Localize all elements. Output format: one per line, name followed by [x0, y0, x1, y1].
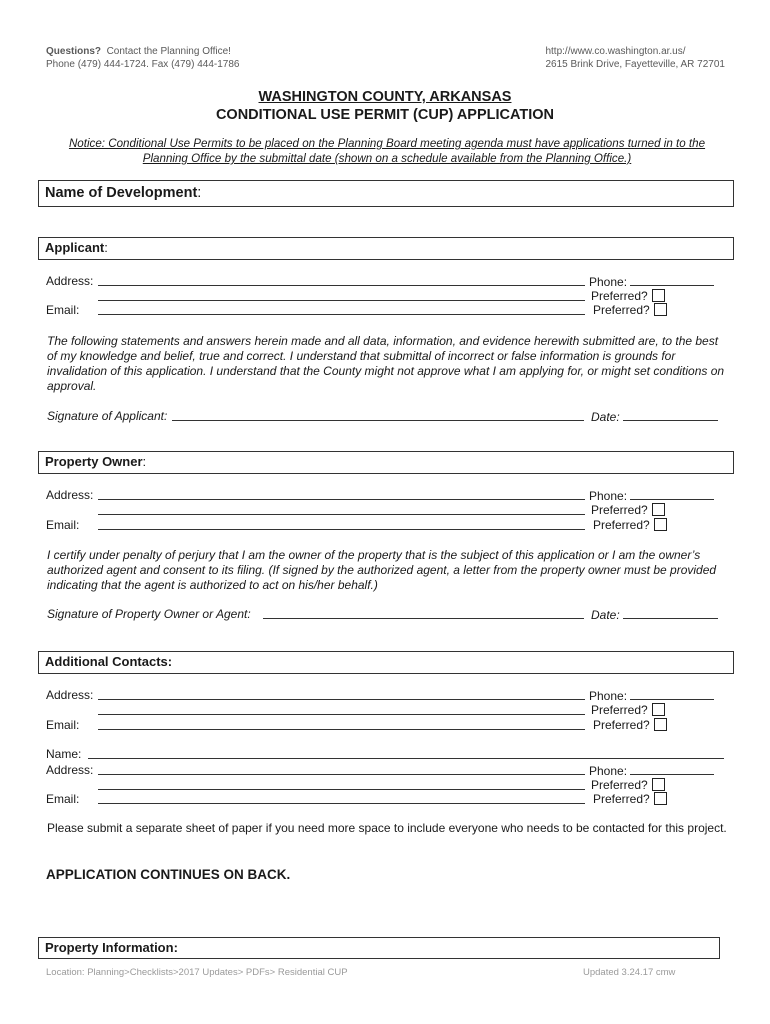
date-label: Date: — [591, 608, 620, 622]
application-title: CONDITIONAL USE PERMIT (CUP) APPLICATION — [215, 107, 555, 123]
contacts-label: Additional Contacts: — [45, 654, 173, 669]
email-preferred-checkbox[interactable] — [654, 792, 667, 805]
county-title: WASHINGTON COUNTY, ARKANSAS — [258, 89, 512, 105]
owner-address-line1[interactable] — [98, 488, 585, 500]
applicant-address-line2[interactable] — [98, 289, 585, 301]
owner-phone-row — [589, 488, 714, 504]
contact2-email-preferred — [593, 792, 667, 807]
applicant-statement: The following statements and answers herein made and all data, information, and evidence herewith submitted are, to the best of my knowledge and belief, true and correct. I understand that submittal of incorrect or false information is grounds for invalidation of this application. I understand that the County might not approve what I am applying for, or might set conditions on approval. — [47, 334, 725, 393]
notice-text: Notice: Conditional Use Permits to be placed on the Planning Board meeting agenda must have applications turned in to the Planning Office by the submittal date (shown on a schedule available from the Planning Office.) — [68, 137, 706, 165]
owner-phone-label: Phone: — [589, 489, 628, 503]
property-label: Property Information: — [45, 940, 178, 955]
development-label: Name of Development: — [45, 185, 202, 201]
contact2-email-label: Email: — [46, 792, 80, 806]
owner-label: Property Owner: — [45, 454, 147, 469]
owner-signature-label: Signature of Property Owner or Agent: — [47, 607, 251, 621]
applicant-date-row — [591, 409, 718, 424]
contact1-address-line1[interactable] — [98, 688, 585, 700]
applicant-label: Applicant: — [45, 240, 108, 255]
office-address: 2615 Brink Drive, Fayetteville, AR 72701 — [545, 59, 725, 70]
contact2-name-line[interactable] — [88, 747, 724, 759]
phone-label: Phone: — [589, 764, 628, 778]
owner-box[interactable] — [38, 451, 734, 474]
contact1-email-label: Email: — [46, 718, 80, 732]
preferred-label: Preferred? — [593, 518, 650, 532]
owner-statement: I certify under penalty of perjury that I am the owner of the property that is the subject of this application or I am the owner’s authorized agent and consent to its filing. (If signed by the authorized agent, a letter from the property owner must be provided indicating that the agent is authorized to act on his/her behalf.) — [47, 548, 717, 592]
applicant-email-label: Email: — [46, 303, 80, 317]
phone-preferred-checkbox[interactable] — [652, 289, 665, 302]
footer-updated: Updated 3.24.17 cmw — [583, 967, 676, 978]
header-contact — [46, 45, 239, 71]
email-preferred-checkbox[interactable] — [654, 718, 667, 731]
footer-location: Location: Planning>Checklists>2017 Updates> PDFs> Residential CUP — [46, 967, 348, 978]
preferred-label: Preferred? — [591, 778, 648, 792]
website-link[interactable]: http://www.co.washington.ar.us/ — [545, 46, 686, 57]
owner-date-row — [591, 607, 718, 622]
contact1-email-preferred — [593, 718, 667, 733]
phone-label: Phone: — [589, 689, 628, 703]
preferred-label: Preferred? — [591, 503, 648, 517]
owner-address-label: Address: — [46, 488, 94, 502]
applicant-date-line[interactable] — [623, 409, 718, 421]
owner-email-line[interactable] — [98, 518, 585, 530]
applicant-address-label: Address: — [46, 274, 94, 288]
preferred-label: Preferred? — [593, 792, 650, 806]
applicant-signature-label: Signature of Applicant: — [47, 409, 168, 423]
preferred-label: Preferred? — [591, 289, 648, 303]
applicant-phone-line[interactable] — [630, 274, 714, 286]
contact2-phone-line[interactable] — [630, 763, 714, 775]
contact1-phone-line[interactable] — [630, 688, 714, 700]
email-preferred-checkbox[interactable] — [654, 303, 667, 316]
applicant-phone-label: Phone: — [589, 275, 628, 289]
contact1-address-line2[interactable] — [98, 703, 585, 715]
preferred-label: Preferred? — [593, 303, 650, 317]
applicant-email-preferred — [593, 303, 667, 318]
applicant-signature-line[interactable] — [172, 409, 584, 421]
contact2-phone-row — [589, 763, 714, 779]
property-box[interactable] — [38, 937, 720, 959]
contact2-address-line2[interactable] — [98, 778, 585, 790]
continues-notice: APPLICATION CONTINUES ON BACK. — [46, 867, 291, 882]
contacts-box[interactable] — [38, 651, 734, 674]
owner-phone-line[interactable] — [630, 488, 714, 500]
applicant-phone-preferred — [591, 289, 665, 304]
owner-email-label: Email: — [46, 518, 80, 532]
contact2-address-label: Address: — [46, 763, 94, 777]
contact1-email-line[interactable] — [98, 718, 585, 730]
applicant-email-line[interactable] — [98, 303, 585, 315]
applicant-box[interactable] — [38, 237, 734, 260]
contact1-phone-preferred — [591, 703, 665, 718]
phone-preferred-checkbox[interactable] — [652, 778, 665, 791]
questions-label: Questions? — [46, 46, 102, 57]
contact2-address-line1[interactable] — [98, 763, 585, 775]
development-box[interactable] — [38, 180, 734, 207]
phone-preferred-checkbox[interactable] — [652, 503, 665, 516]
preferred-label: Preferred? — [591, 703, 648, 717]
applicant-address-line1[interactable] — [98, 274, 585, 286]
applicant-phone-row — [589, 274, 714, 290]
contact2-email-line[interactable] — [98, 792, 585, 804]
contact1-address-label: Address: — [46, 688, 94, 702]
email-preferred-checkbox[interactable] — [654, 518, 667, 531]
date-label: Date: — [591, 410, 620, 424]
owner-signature-line[interactable] — [263, 607, 584, 619]
header-address — [545, 45, 725, 71]
contact1-phone-row — [589, 688, 714, 704]
preferred-label: Preferred? — [593, 718, 650, 732]
questions-text: Contact the Planning Office! — [106, 46, 231, 57]
owner-date-line[interactable] — [623, 607, 718, 619]
phone-preferred-checkbox[interactable] — [652, 703, 665, 716]
owner-address-line2[interactable] — [98, 503, 585, 515]
contact2-phone-preferred — [591, 778, 665, 793]
owner-email-preferred — [593, 518, 667, 533]
contact2-name-label: Name: — [46, 747, 82, 761]
owner-phone-preferred — [591, 503, 665, 518]
phone-fax-text: Phone (479) 444-1724. Fax (479) 444-1786 — [46, 59, 240, 70]
contacts-note: Please submit a separate sheet of paper if you need more space to include everyone who needs to be contacted for this project. — [47, 821, 727, 835]
